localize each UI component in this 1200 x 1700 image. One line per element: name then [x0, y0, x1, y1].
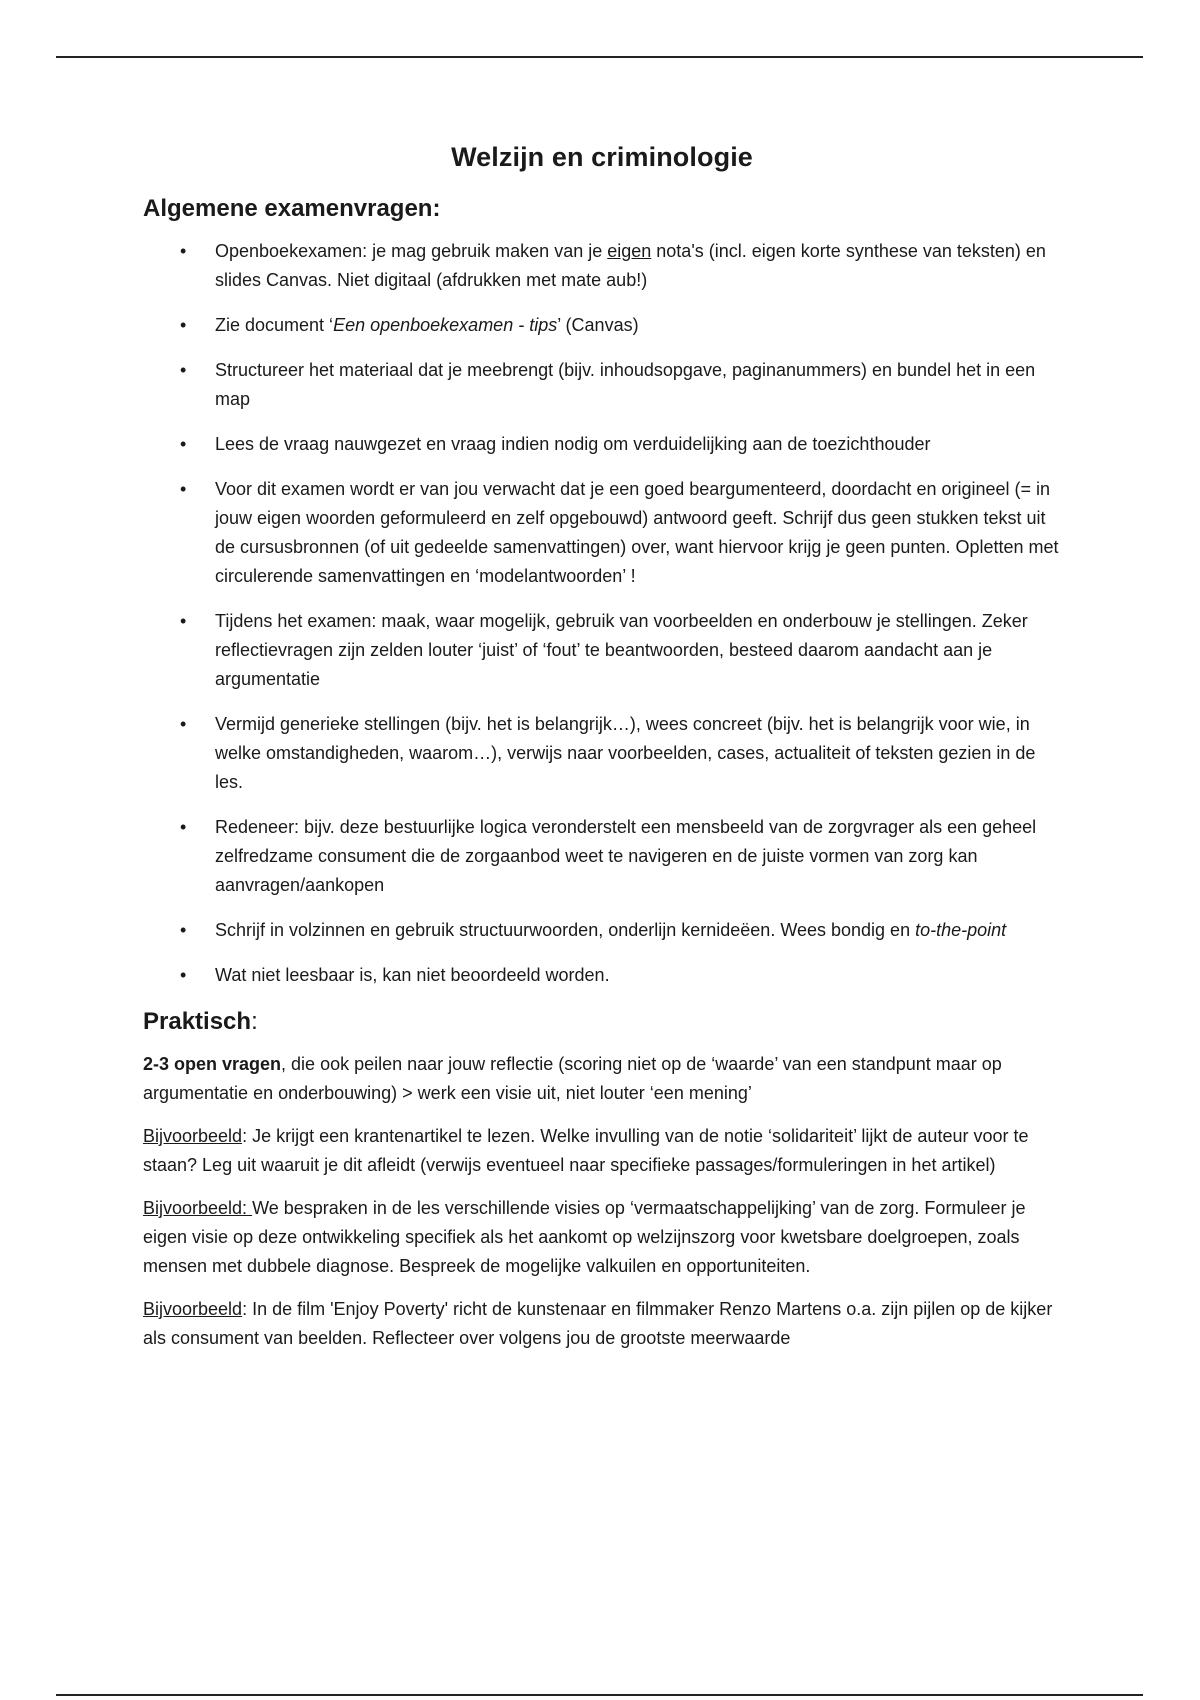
example-paragraph: Bijvoorbeeld: Je krijgt een krantenartikel te lezen. Welke invulling van de notie ‘solidariteit’ lijkt de auteur voor te staan? Leg uit waaruit je dit afleidt (verwijs eventueel naar specifieke passages/formuleringen in het artikel) [143, 1126, 1029, 1175]
list-item: • Voor dit examen wordt er van jou verwacht dat je een goed beargumenteerd, doordacht en origineel (= in jouw eigen woorden geformuleerd en zelf opgebouwd) antwoord geeft. Schrijf dus geen stukken tekst uit de cursusbronnen (of uit gedeelde samenvattingen) over, want hiervoor krijg je geen punten. Opletten met circulerende samenvattingen en ‘modelantwoorden’ ! [143, 475, 1061, 591]
document-title: Welzijn en criminologie [451, 142, 753, 172]
bullet-icon: • [180, 479, 187, 499]
list-item: • Lees de vraag nauwgezet en vraag indien nodig om verduidelijking aan de toezichthouder [143, 430, 1061, 459]
header-rule [56, 56, 1143, 58]
list-item: • Vermijd generieke stellingen (bijv. het is belangrijk…), wees concreet (bijv. het is belangrijk voor wie, in welke omstandigheden, waarom…), verwijs naar voorbeelden, cases, actualiteit of teksten gezien in de les. [143, 710, 1061, 797]
list-item: • Tijdens het examen: maak, waar mogelijk, gebruik van voorbeelden en onderbouw je stellingen. Zeker reflectievragen zijn zelden louter ‘juist’ of ‘fout’ te beantwoorden, besteed daarom aandacht aan je argumentatie [143, 607, 1061, 694]
exam-guidelines-list [143, 237, 1061, 990]
example-label: Bijvoorbeeld [143, 1299, 243, 1319]
bullet-icon: • [180, 434, 187, 454]
bullet-icon: • [180, 965, 187, 985]
list-item: • Structureer het materiaal dat je meebrengt (bijv. inhoudsopgave, paginanummers) en bundel het in een map [143, 356, 1061, 414]
example-paragraph: Bijvoorbeeld: In de film 'Enjoy Poverty' richt de kunstenaar en filmmaker Renzo Martens o.a. zijn pijlen op de kijker als consument van beelden. Reflecteer over volgens jou de grootste meerwaarde [143, 1299, 1053, 1348]
bullet-icon: • [180, 360, 187, 380]
bullet-icon: • [180, 920, 187, 940]
list-item: • Redeneer: bijv. deze bestuurlijke logica veronderstelt een mensbeeld van de zorgvrager als een geheel zelfredzame consument die de zorgaanbod weet te navigeren en de juiste vormen van zorg kan aanvragen/aankopen [143, 813, 1061, 900]
bullet-icon: • [180, 315, 187, 335]
example-label: Bijvoorbeeld: [143, 1198, 253, 1218]
list-item: • Schrijf in volzinnen en gebruik structuurwoorden, onderlijn kernideëen. Wees bondig en to-the-point [143, 916, 1061, 945]
list-item: • Wat niet leesbaar is, kan niet beoordeeld worden. [143, 961, 1061, 990]
document-body [143, 142, 1061, 1367]
bullet-icon: • [180, 611, 187, 631]
section-heading-practical: Praktisch: [143, 1008, 258, 1035]
list-item: • Zie document ‘Een openboekexamen - tips’ (Canvas) [143, 311, 1061, 340]
bullet-icon: • [180, 817, 187, 837]
section-heading-exam-questions: Algemene examenvragen: [143, 195, 441, 222]
bullet-icon: • [180, 241, 187, 261]
footer-rule [56, 1694, 1143, 1696]
bullet-icon: • [180, 714, 187, 734]
list-item: • Openboekexamen: je mag gebruik maken van je eigen nota's (incl. eigen korte synthese van teksten) en slides Canvas. Niet digitaal (afdrukken met mate aub!) [143, 237, 1061, 295]
example-paragraph: Bijvoorbeeld: We bespraken in de les verschillende visies op ‘vermaatschappelijking’ van de zorg. Formuleer je eigen visie op deze ontwikkeling specifiek als het aankomt op welzijnszorg voor kwetsbare doelgroepen, zoals mensen met dubbele diagnose. Bespreek de mogelijke valkuilen en opportuniteiten. [143, 1198, 1026, 1276]
practical-intro: 2-3 open vragen, die ook peilen naar jouw reflectie (scoring niet op de ‘waarde’ van een standpunt maar op argumentatie en onderbouwing) > werk een visie uit, niet louter ‘een mening’ [143, 1054, 1002, 1103]
example-label: Bijvoorbeeld [143, 1126, 243, 1146]
